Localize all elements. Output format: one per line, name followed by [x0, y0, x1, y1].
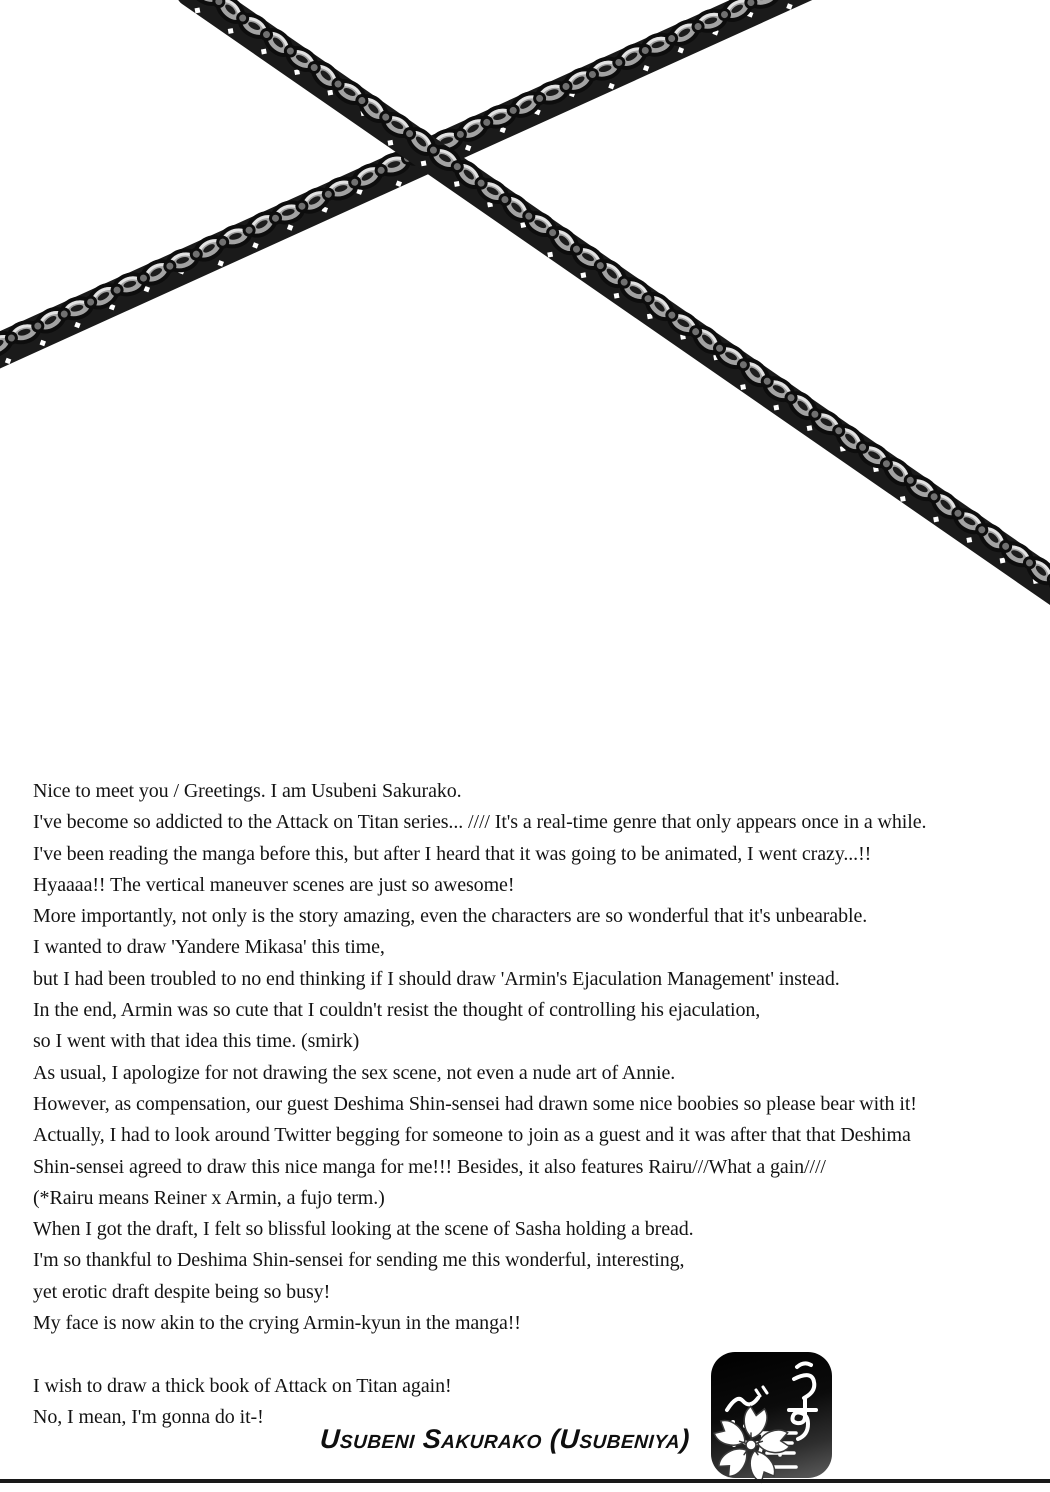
- afterword-line: Nice to meet you / Greetings. I am Usubeni Sakurako.: [33, 780, 462, 802]
- afterword-line: No, I mean, I'm gonna do it-!: [33, 1405, 264, 1428]
- afterword-line: yet erotic draft despite being so busy!: [33, 1280, 331, 1303]
- afterword-line: but I had been troubled to no end thinking if I should draw 'Armin's Ejaculation Management' instead.: [33, 967, 840, 990]
- afterword-line: However, as compensation, our guest Deshima Shin-sensei had drawn some nice boobies so please bear with it!: [33, 1092, 917, 1115]
- afterword-line: so I went with that idea this time. (smirk): [33, 1030, 360, 1053]
- sakura-flower-icon: [702, 1400, 800, 1490]
- artist-signature: Usubeni Sakurako (Usubeniya): [319, 1424, 691, 1454]
- afterword-line: I wanted to draw 'Yandere Mikasa' this time,: [33, 936, 385, 959]
- page-bottom-rule: [0, 1479, 1050, 1483]
- afterword-text: [33, 776, 926, 1433]
- afterword-line: Actually, I had to look around Twitter begging for someone to join as a guest and it was after that that Deshima: [33, 1124, 911, 1147]
- afterword-line: I've become so addicted to the Attack on Titan series... //// It's a real-time genre that only appears once in a while.: [33, 811, 927, 834]
- stamp-char-be: [756, 1387, 767, 1396]
- afterword-line: Shin-sensei agreed to draw this nice manga for me!!! Besides, it also features Rairu///What a gain////: [33, 1155, 826, 1178]
- afterword-line: I'm so thankful to Deshima Shin-sensei for sending me this wonderful, interesting,: [33, 1249, 685, 1272]
- afterword-line: Hyaaaa!! The vertical maneuver scenes are just so awesome!: [33, 873, 515, 896]
- stamp-char-u: [794, 1375, 814, 1398]
- afterword-line: As usual, I apologize for not drawing the sex scene, not even a nude art of Annie.: [33, 1061, 676, 1084]
- afterword-line: More importantly, not only is the story amazing, even the characters are so wonderful that it's unbearable.: [33, 905, 868, 928]
- stamp-char-u: [797, 1363, 811, 1367]
- afterword-line: I've been reading the manga before this, but after I heard that it was going to be animated, I went crazy...!!: [33, 842, 872, 865]
- afterword-line: (*Rairu means Reiner x Armin, a fujo term.): [33, 1186, 385, 1209]
- crossed-chains-decoration: [0, 0, 1050, 660]
- afterword-line: In the end, Armin was so cute that I couldn't resist the thought of controlling his ejaculation,: [33, 999, 761, 1022]
- afterword-line: I wish to draw a thick book of Attack on Titan again!: [33, 1374, 452, 1397]
- afterword-line: When I got the draft, I felt so blissful looking at the scene of Sasha holding a bread.: [33, 1218, 694, 1241]
- afterword-line: My face is now akin to the crying Armin-kyun in the manga!!: [33, 1312, 521, 1335]
